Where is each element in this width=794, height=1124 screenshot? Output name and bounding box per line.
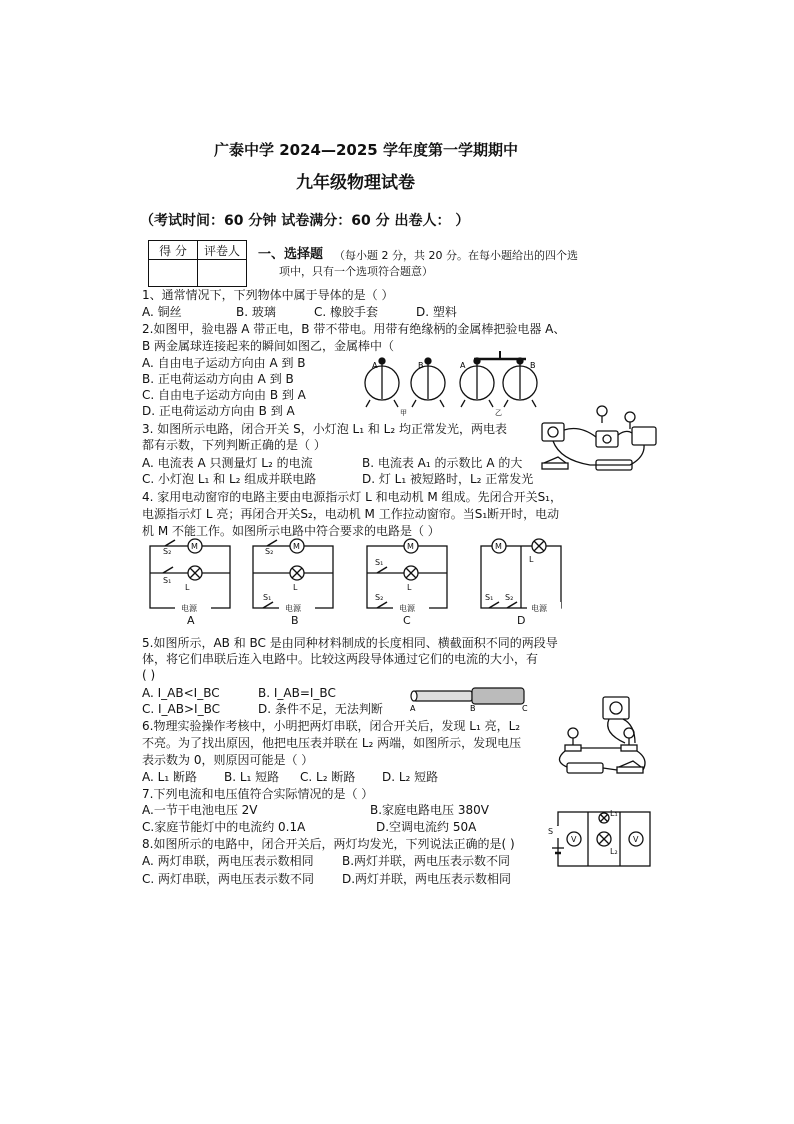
q5-label-a: A [410, 704, 416, 713]
q7-option-b[interactable]: B.家庭电路电压 380V [370, 803, 489, 817]
q4c-lamp-label: L [407, 583, 412, 592]
q4-option-d[interactable]: D [517, 614, 526, 627]
q8-option-c[interactable]: C. 两灯串联，两电压表示数不同 [142, 872, 315, 886]
q4-stem-2: 电源指示灯 L 亮；再闭合开关S₂，电动机 M 工作拉动窗帘。当S₁断开时，电动 [142, 507, 560, 521]
q5-stem-2: 体，将它们串联后连入电路中。比较这两段导体通过它们的电流的大小，有 [142, 652, 539, 666]
section-heading: 一、选择题 [258, 247, 324, 262]
q7-option-d[interactable]: D.空调电流约 50A [376, 820, 477, 834]
q1-option-c[interactable]: C. 橡胶手套 [314, 305, 379, 319]
score-label: 得 分 [149, 241, 198, 260]
q4b-s1: S₁ [263, 593, 272, 602]
q4d-lamp-label: L [529, 555, 534, 564]
q1-stem: 1、通常情况下，下列物体中属于导体的是（ ） [142, 288, 394, 302]
q4-circuit-options [145, 538, 585, 626]
q4c-power: 电源 [399, 604, 415, 613]
q2-fig-label-b: B [418, 361, 424, 370]
q5-option-c[interactable]: C. I_AB>I_BC [142, 702, 220, 716]
grader-cell[interactable] [198, 260, 247, 287]
section-note-2: 项中，只有一个选项符合题意） [279, 265, 433, 278]
q8-option-d[interactable]: D.两灯并联，两电压表示数相同 [342, 872, 512, 886]
q4a-power: 电源 [181, 604, 197, 613]
score-box [148, 240, 247, 287]
q1-option-a[interactable]: A. 铜丝 [142, 305, 182, 319]
q3-stem-2: 都有示数，下列判断正确的是（ ） [142, 438, 326, 452]
q2-option-d[interactable]: D. 正电荷运动方向由 B 到 A [142, 404, 295, 418]
q4-stem-3: 机 M 不能工作。如图所示电路中符合要求的电路是（ ） [142, 524, 440, 538]
q2-electroscope-figure [360, 355, 550, 415]
q4-option-a[interactable]: A [187, 614, 195, 627]
q4c-s1: S₁ [375, 558, 384, 567]
q8-option-b[interactable]: B.两灯并联，两电压表示数不同 [342, 854, 511, 868]
exam-info: （考试时间：60 分钟 试卷满分：60 分 出卷人： ） [140, 213, 470, 229]
q8-stem: 8.如图所示的电路中，闭合开关后，两灯均发光，下列说法正确的是( ) [142, 837, 515, 851]
q4d-s1: S₁ [485, 593, 494, 602]
exam-title: 九年级物理试卷 [296, 173, 415, 193]
q5-option-a[interactable]: A. I_AB<I_BC [142, 686, 220, 700]
q2-option-a[interactable]: A. 自由电子运动方向由 A 到 B [142, 356, 306, 370]
q8-voltmeter-1: V [571, 835, 577, 844]
q1-option-b[interactable]: B. 玻璃 [236, 305, 276, 319]
q2-stem-1: 2.如图甲，验电器 A 带正电，B 带不带电。用带有绝缘柄的金属棒把验电器 A、 [142, 322, 566, 336]
q2-fig-label-b2: B [530, 361, 536, 370]
q3-option-a[interactable]: A. 电流表 A 只测量灯 L₂ 的电流 [142, 456, 313, 470]
q4b-power: 电源 [285, 604, 301, 613]
q4c-motor: M [407, 542, 414, 551]
q5-option-d[interactable]: D. 条件不足，无法判断 [258, 702, 383, 716]
q3-option-c[interactable]: C. 小灯泡 L₁ 和 L₂ 组成并联电路 [142, 472, 317, 486]
q4b-s2: S₂ [265, 547, 274, 556]
q6-stem-2: 不亮。为了找出原因，他把电压表并联在 L₂ 两端，如图所示，发现电压 [142, 736, 522, 750]
q7-stem: 7.下列电流和电压值符合实际情况的是（ ） [142, 787, 374, 801]
q8-circuit-figure [548, 808, 658, 870]
q3-circuit-figure [540, 405, 660, 480]
q8-lamp-1-label: L₁ [610, 809, 618, 818]
q4a-lamp-label: L [185, 583, 190, 592]
q6-stem-1: 6.物理实验操作考核中，小明把两灯串联，闭合开关后，发现 L₁ 亮，L₂ [142, 719, 521, 733]
q6-option-b[interactable]: B. L₁ 短路 [224, 770, 280, 784]
q2-stem-2: B 两金属球连接起来的瞬间如图乙，金属棒中（ [142, 339, 395, 353]
q4d-power: 电源 [531, 604, 547, 613]
q8-voltmeter-2: V [633, 835, 639, 844]
q6-stem-3: 表示数为 0，则原因可能是（ ） [142, 753, 314, 767]
q4d-motor: M [495, 542, 502, 551]
q5-label-c: C [522, 704, 528, 713]
q1-option-d[interactable]: D. 塑料 [416, 305, 457, 319]
q4b-lamp-label: L [293, 583, 298, 592]
q4a-motor: M [191, 542, 198, 551]
section-note-1: （每小题 2 分，共 20 分。在每小题给出的四个选 [334, 249, 578, 262]
q6-option-d[interactable]: D. L₂ 短路 [382, 770, 439, 784]
q2-option-c[interactable]: C. 自由电子运动方向由 B 到 A [142, 388, 306, 402]
q7-option-a[interactable]: A.一节干电池电压 2V [142, 803, 258, 817]
q4a-s2: S₂ [163, 547, 172, 556]
q5-stem-3: ( ) [142, 668, 156, 682]
q2-fig-label-yi: 乙 [495, 409, 502, 417]
q4c-s2: S₂ [375, 593, 384, 602]
q2-option-b[interactable]: B. 正电荷运动方向由 A 到 B [142, 372, 294, 386]
q2-fig-label-a2: A [460, 361, 466, 370]
q5-conductor-figure [410, 685, 530, 711]
q7-option-c[interactable]: C.家庭节能灯中的电流约 0.1A [142, 820, 306, 834]
q4-stem-1: 4. 家用电动窗帘的电路主要由电源指示灯 L 和电动机 M 组成。先闭合开关S₁， [142, 490, 562, 504]
q3-option-b[interactable]: B. 电流表 A₁ 的示数比 A 的大 [362, 456, 523, 470]
q4-option-c[interactable]: C [403, 614, 411, 627]
q8-option-a[interactable]: A. 两灯串联，两电压表示数相同 [142, 854, 314, 868]
q4b-motor: M [293, 542, 300, 551]
q2-fig-label-a: A [372, 361, 378, 370]
q4-option-b[interactable]: B [291, 614, 299, 627]
q6-circuit-figure [545, 695, 655, 780]
q5-label-b: B [470, 704, 476, 713]
grader-label: 评卷人 [198, 241, 247, 260]
score-cell[interactable] [149, 260, 198, 287]
q8-lamp-2-label: L₂ [610, 847, 618, 856]
q8-switch-label: S [548, 827, 554, 836]
q3-stem-1: 3. 如图所示电路，闭合开关 S，小灯泡 L₁ 和 L₂ 均正常发光，两电表 [142, 422, 507, 436]
q5-stem-1: 5.如图所示，AB 和 BC 是由同种材料制成的长度相同、横截面积不同的两段导 [142, 636, 558, 650]
q5-option-b[interactable]: B. I_AB=I_BC [258, 686, 336, 700]
q6-option-a[interactable]: A. L₁ 断路 [142, 770, 197, 784]
school-title: 广泰中学 2024—2025 学年度第一学期期中 [214, 141, 518, 159]
q6-option-c[interactable]: C. L₂ 断路 [300, 770, 356, 784]
q3-option-d[interactable]: D. 灯 L₁ 被短路时，L₂ 正常发光 [362, 472, 534, 486]
q2-fig-label-jia: 甲 [400, 409, 407, 417]
q4a-s1: S₁ [163, 576, 172, 585]
q4d-s2: S₂ [505, 593, 514, 602]
